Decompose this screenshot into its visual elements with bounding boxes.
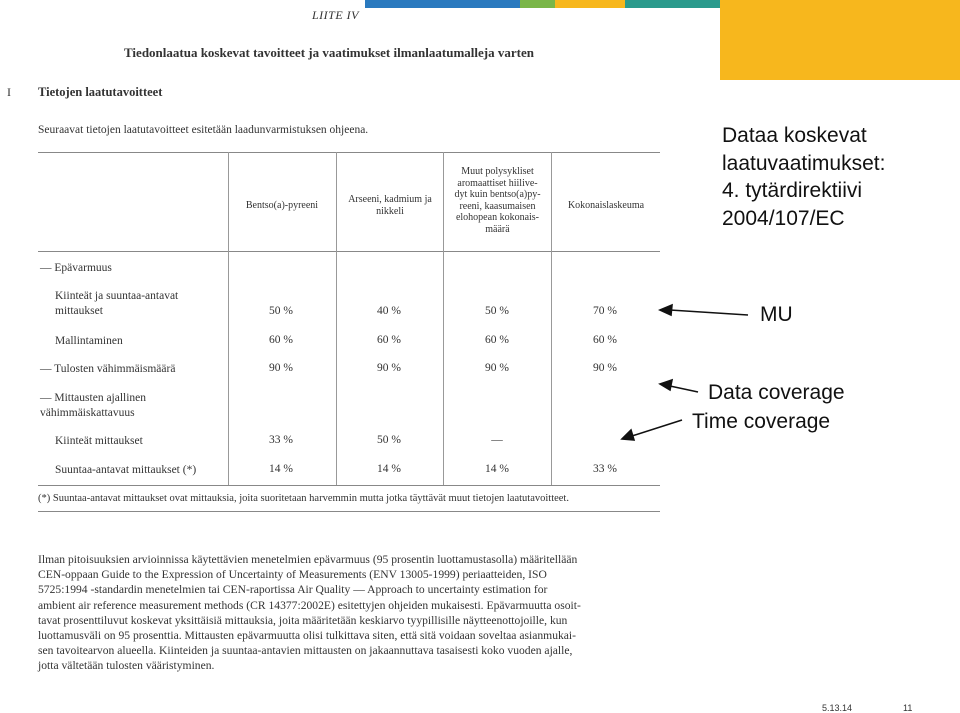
table-cell: 33 % <box>269 434 293 446</box>
section-number: I <box>7 85 11 99</box>
mu-label: MU <box>760 303 793 326</box>
data-coverage-label: Data coverage <box>708 381 845 404</box>
row-label-time-coverage: — Mittausten ajallinen vähimmäiskattavuus <box>40 392 147 419</box>
table-cell: 90 % <box>269 362 293 374</box>
table-cell: 50 % <box>485 305 509 317</box>
table-cell: 90 % <box>485 362 509 374</box>
intro-text: Seuraavat tietojen laatutavoitteet esitetään laadunvarmistuksen ohjeena. <box>38 124 369 136</box>
row-label-modelling: Mallintaminen <box>55 335 123 347</box>
table-cell: — <box>491 434 503 446</box>
row-label-data-capture: — Tulosten vähimmäismäärä <box>40 363 176 375</box>
footer-date: 5.13.14 <box>822 703 853 713</box>
row-label-fixed-measurements: Kiinteät mittaukset <box>55 435 143 447</box>
paragraph-line: luottamusväli on 95 prosenttia. Mittausten epävarmuutta olisi tulkittava siten, että sitä voidaan soveltaa asianmukai- <box>38 629 577 643</box>
page-number: 11 <box>903 703 913 713</box>
table-cell: 60 % <box>377 334 401 346</box>
row-label-indicative-measurements: Suuntaa-antavat mittaukset (*) <box>55 464 197 476</box>
table-cell: 33 % <box>593 463 617 475</box>
header-line: aromaattiset hiilive- <box>457 177 538 189</box>
header-line: dyt kuin bentso(a)py- <box>454 189 541 200</box>
table-footnote: (*) Suuntaa-antavat mittaukset ovat mittauksia, joita suoritetaan harvemmin mutta jotka täyttävät muut tietojen laatutavoitteet. <box>38 493 569 504</box>
table-cell: 60 % <box>593 334 617 346</box>
header-line: nikkeli <box>376 205 404 217</box>
paragraph-line: sen tavoitearvon alueella. Kiinteiden ja suuntaa-antavien mittausten on jakaannuttava tasaisesti koko vuoden ajalle, <box>38 644 573 658</box>
header-line: Kokonaislaskeuma <box>567 200 645 211</box>
paragraph-line: 5725:1994 -standardin menetelmien tai CEN-raportissa Air Quality — Approach to uncertainty estimation for <box>38 583 548 597</box>
arrow-icon <box>660 305 748 315</box>
paragraph-line: CEN-oppaan Guide to the Expression of Uncertainty of Measurements (ENV 13005-1999) periaatteiden, ISO <box>38 568 547 582</box>
header-line: Muut polysykliset <box>461 166 534 177</box>
time-coverage-label: Time coverage <box>692 410 831 433</box>
header-line: Arseeni, kadmium ja <box>348 194 432 205</box>
table-cell: 40 % <box>377 305 401 317</box>
table-cell: 90 % <box>377 362 401 374</box>
document-label: LIITE IV <box>312 8 359 22</box>
table-cell: 50 % <box>269 305 293 317</box>
table-cell: 14 % <box>269 463 293 475</box>
note-line: 4. tytärdirektiivi <box>722 179 863 202</box>
section-title: Tietojen laatutavoitteet <box>38 85 163 99</box>
document-title: Tiedonlaatua koskevat tavoitteet ja vaatimukset ilmanlaatumalleja varten <box>124 45 534 60</box>
header-line: elohopean kokonais- <box>455 212 540 223</box>
table-cell: 60 % <box>485 334 509 346</box>
row-label-uncertainty: — Epävarmuus <box>40 262 112 274</box>
arrow-icon <box>622 420 682 440</box>
paragraph-line: ambient air reference measurement methods (CR 14377:2002E) esitettyjen ohjeiden mukaisesti. Epävarmuutta osoit- <box>38 598 581 612</box>
table-cell: 60 % <box>269 334 293 346</box>
header-line: Bentso(a)-pyreeni <box>245 200 319 211</box>
paragraph-line: jotta vältetään tulosten vääristyminen. <box>38 659 215 673</box>
note-line: laatuvaatimukset: <box>722 151 886 175</box>
table-cell: 14 % <box>377 463 401 475</box>
note-line: Dataa koskevat <box>722 124 867 147</box>
header-line: reeni, kaasumaisen <box>459 200 536 212</box>
row-label-fixed-indicative: Kiinteät ja suuntaa-antavat mittaukset <box>55 290 179 317</box>
table-cell: 70 % <box>593 305 617 317</box>
header-line: määrä <box>485 223 510 235</box>
arrow-icon <box>660 380 698 392</box>
paragraph-line: tavat prosenttiluvut koskevat yksittäisiä mittauksia, joita määritetään keskiarvo tyypillisille näytteenottojoille, kun <box>38 613 568 627</box>
paragraph-line: Ilman pitoisuuksien arvioinnissa käytettävien menetelmien epävarmuus (95 prosentin luottamustasolla) määritellään <box>38 553 578 566</box>
table-cell: 90 % <box>593 362 617 374</box>
table-cell: 50 % <box>377 434 401 446</box>
note-line: 2004/107/EC <box>722 206 845 230</box>
table-cell: 14 % <box>485 463 509 475</box>
